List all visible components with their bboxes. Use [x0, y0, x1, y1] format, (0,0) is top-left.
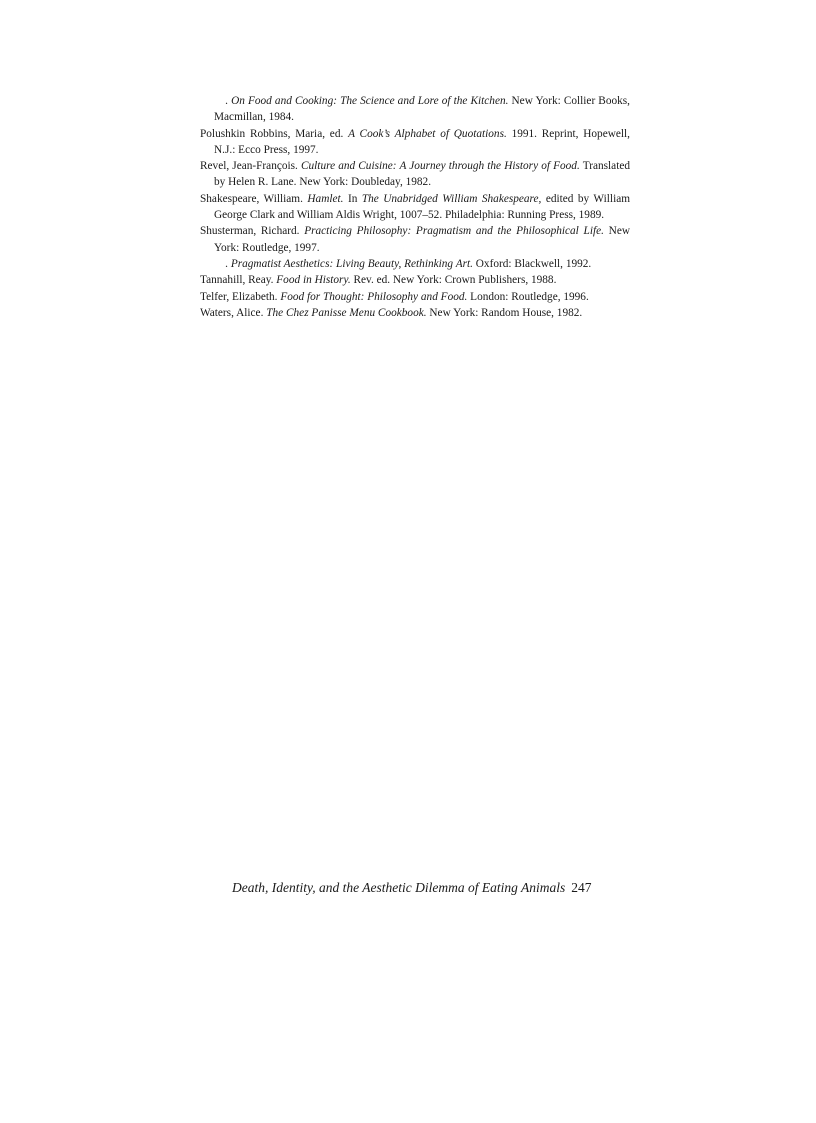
bibliography-entry [200, 93, 630, 126]
entry-publication: edited by William George Clark and William Aldis Wright, 1007–52. Philadelphia: Running Press, 1989. [214, 192, 631, 222]
entry-title: Practicing Philosophy: Pragmatism and the Philosophical Life. [304, 225, 604, 238]
entry-author: Tannahill, Reay. [200, 274, 277, 287]
bibliography-entry [200, 289, 630, 305]
entry-author: Waters, Alice. [200, 306, 267, 319]
entry-author: Polushkin Robbins, Maria, ed. [200, 127, 349, 140]
bibliography-entry [200, 272, 630, 288]
bibliography-entry [200, 223, 630, 256]
entry-author: Telfer, Elizabeth. [200, 290, 281, 303]
bibliography-list [200, 93, 630, 321]
bibliography-entry [200, 305, 630, 321]
entry-publication: London: Routledge, 1996. [467, 290, 589, 303]
entry-publication: New York: Routledge, 1997. [214, 225, 631, 254]
bibliography-entry [200, 126, 630, 159]
entry-publication: Translated by Helen R. Lane. New York: Doubleday, 1982. [214, 160, 630, 189]
entry-title: Hamlet. [307, 192, 344, 205]
entry-publication: 1991. Reprint, Hopewell, N.J.: Ecco Press, 1997. [214, 127, 630, 156]
entry-publication: New York: Random House, 1982. [426, 306, 583, 319]
entry-title: On Food and Cooking: The Science and Lore of the Kitchen. [231, 95, 509, 107]
entry-title: The Chez Panisse Menu Cookbook. [266, 306, 427, 319]
bibliography-entry [200, 158, 630, 191]
entry-author: Revel, Jean-François. [200, 160, 301, 173]
running-title: Death, Identity, and the Aesthetic Dilemma of Eating Animals [232, 880, 566, 895]
repeat-author-dash: . [225, 95, 228, 107]
bibliography-entry [200, 191, 630, 224]
page-footer [232, 880, 591, 896]
repeat-author-dash: . [225, 257, 228, 270]
entry-title: Pragmatist Aesthetics: Living Beauty, Rethinking Art. [230, 257, 473, 270]
entry-title: Food in History. [276, 274, 351, 287]
entry-connector: In [343, 192, 362, 205]
entry-title: Culture and Cuisine: A Journey through the History of Food. [300, 160, 580, 173]
entry-author: Shakespeare, William. [200, 192, 308, 205]
entry-author: Shusterman, Richard. [200, 225, 305, 238]
entry-publication: Oxford: Blackwell, 1992. [472, 257, 592, 270]
page-number: 247 [571, 880, 592, 895]
entry-title: A Cook’s Alphabet of Quotations. [348, 127, 507, 140]
bibliography-entry [200, 256, 630, 272]
entry-collection-title: The Unabridged William Shakespeare, [361, 192, 542, 205]
entry-title: Food for Thought: Philosophy and Food. [280, 290, 468, 303]
entry-publication: New York: Collier Books, Macmillan, 1984. [214, 95, 630, 124]
entry-publication: Rev. ed. New York: Crown Publishers, 1988. [350, 274, 557, 287]
